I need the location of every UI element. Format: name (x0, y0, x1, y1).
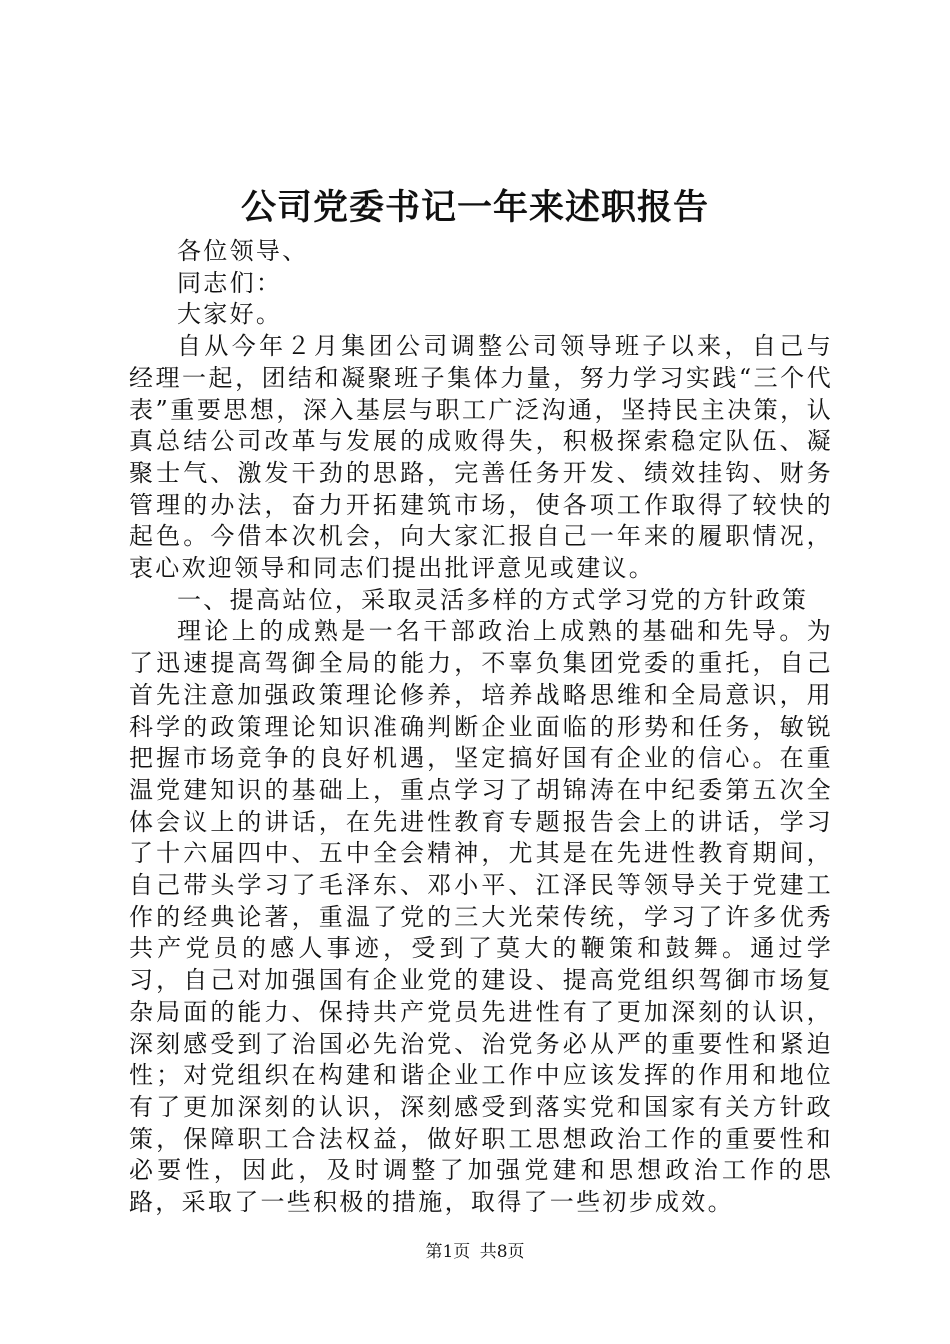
section-heading-1: 一、提高站位，采取灵活多样的方式学习党的方针政策 (177, 585, 809, 614)
intro-paragraph: 自从今年２月集团公司调整公司领导班子以来，自己与经理一起，团结和凝聚班子集体力量，努力学习实践“三个代表”重要思想，深入基层与职工广泛沟通，坚持民主决策，认真总结公司改革与发展的成败得失，积极探索稳定队伍、凝聚士气、激发干劲的思路，完善任务开发、绩效挂钩、财务管理的办法，奋力开拓建筑市场，使各项工作取得了较快的起色。今借本次机会，向大家汇报自己一年来的履职情况，衷心欢迎领导和同志们提出批评意见或建议。 (129, 332, 833, 583)
section-1-paragraph: 理论上的成熟是一名干部政治上成熟的基础和先导。为了迅速提高驾御全局的能力，不辜负集团党委的重托，自己首先注意加强政策理论修养，培养战略思维和全局意识，用科学的政策理论知识准确判断企业面临的形势和任务，敏锐把握市场竞争的良好机遇，坚定搞好国有企业的信心。在重温党建知识的基础上，重点学习了胡锦涛在中纪委第五次全体会议上的讲话，在先进性教育专题报告会上的讲话，学习了十六届四中、五中全会精神，尤其是在先进性教育期间，自己带头学习了毛泽东、邓小平、江泽民等领导关于党建工作的经典论著，重温了党的三大光荣传统，学习了许多优秀共产党员的感人事迹，受到了莫大的鞭策和鼓舞。通过学习，自己对加强国有企业党的建设、提高党组织驾御市场复杂局面的能力、保持共产党员先进性有了更加深刻的认识，深刻感受到了治国必先治党、治党务必从严的重要性和紧迫性；对党组织在构建和谐企业工作中应该发挥的作用和地位有了更加深刻的认识，深刻感受到落实党和国家有关方针政策，保障职工合法权益，做好职工思想政治工作的重要性和必要性，因此，及时调整了加强党建和思想政治工作的思路，采取了一些积极的措施，取得了一些初步成效。 (129, 617, 833, 1217)
document-title: 公司党委书记一年来述职报告 (240, 187, 709, 228)
salutation-leaders: 各位领导、 (177, 237, 309, 265)
page-number: 第1页 (425, 1242, 471, 1262)
salutation-comrades: 同志们： (177, 268, 283, 297)
salutation-greeting: 大家好。 (177, 300, 283, 329)
document-body (129, 236, 833, 1219)
page-footer (0, 1240, 950, 1264)
page-total: 共8页 (479, 1242, 525, 1262)
